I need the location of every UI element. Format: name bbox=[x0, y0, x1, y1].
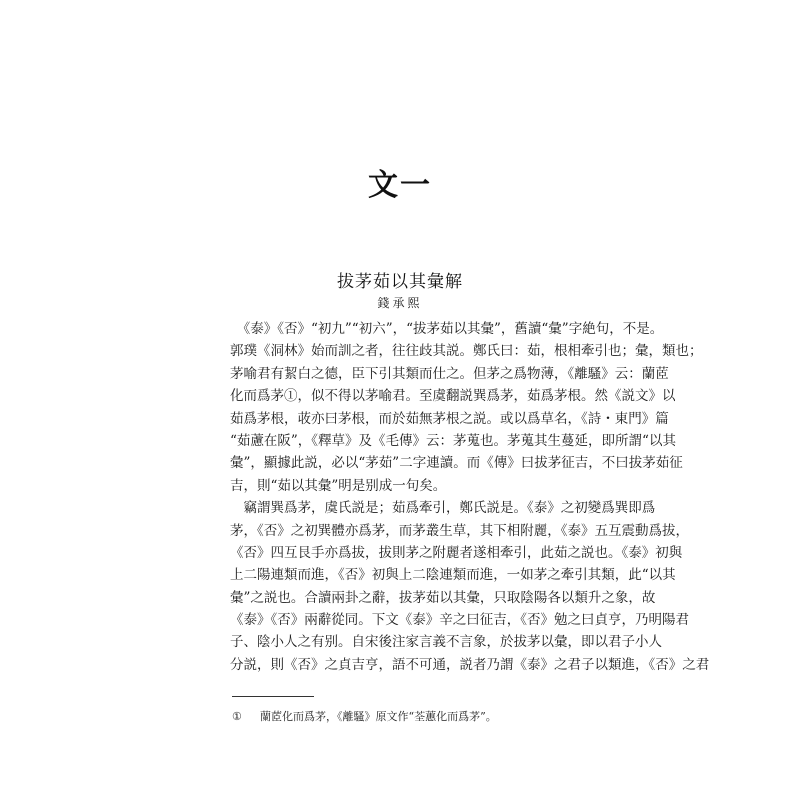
body-line: 上二陽連類而進，《否》初與上二陰連類而進，一如茅之牽引其類，此“以其 bbox=[230, 567, 676, 584]
body-line: 化而爲茅①，似不得以茅喻君。至虞翻説巽爲茅，茹爲茅根。然《説文》以 bbox=[230, 388, 676, 405]
essay-body bbox=[230, 318, 710, 676]
footnote bbox=[232, 708, 497, 724]
footnote-mark: ① bbox=[232, 710, 242, 723]
body-line: 《否》四互艮手亦爲拔，拔則茅之附麗者遂相牽引，此茹之説也。《泰》初與 bbox=[230, 544, 683, 561]
chapter-title: 文一 bbox=[368, 168, 432, 203]
body-line: 彙”，顯據此説，必以“茅茹”二字連讀。而《傳》曰拔茅征吉，不曰拔茅茹征 bbox=[230, 455, 683, 472]
body-line: 茅喻君有絜白之德，臣下引其類而仕之。但茅之爲物薄，《離騷》云：蘭茝 bbox=[230, 365, 669, 382]
body-line: “茹藘在阪”，《釋草》及《毛傳》云：茅蒐也。茅蒐其生蔓延，即所謂“以其 bbox=[230, 432, 676, 449]
body-line: 《泰》《否》兩辭從同。下文《泰》辛之曰征吉，《否》勉之曰貞亨，乃明陽君 bbox=[230, 612, 689, 629]
author-name: 錢承熙 bbox=[377, 296, 423, 310]
body-line: 吉，則“茹以其彙”明是别成一句矣。 bbox=[230, 477, 447, 494]
body-line: 茅，《否》之初巽體亦爲茅，而茅叢生草，其下相附麗，《泰》五互震動爲拔， bbox=[230, 522, 689, 539]
body-line: 《泰》《否》“初九”“初六”，“拔茅茹以其彙”，舊讀“彙”字絶句，不是。 bbox=[230, 321, 664, 337]
body-line: 彙”之説也。合讀兩卦之辭，拔茅茹以其彙，只取陰陽各以類升之象，故 bbox=[230, 589, 656, 606]
footnote-text: 蘭茝化而爲茅，《離騷》原文作“荃蕙化而爲茅”。 bbox=[260, 710, 497, 723]
essay-title: 拔茅茹以其彙解 bbox=[337, 272, 463, 292]
body-line: 竊謂巽爲茅，虞氏説是；茹爲牽引，鄭氏説是。《泰》之初變爲巽即爲 bbox=[230, 500, 656, 517]
body-line: 分説，則《否》之貞吉亨，語不可通，説者乃謂《泰》之君子以類進，《否》之君 bbox=[230, 656, 710, 673]
footnote-divider bbox=[232, 696, 314, 697]
body-line: 郭璞《洞林》始而訓之者，往往歧其説。鄭氏曰：茹，根相牽引也；彙，類也； bbox=[230, 343, 703, 360]
body-line: 子、陰小人之有别。自宋後注家言義不言象，於拔茅以彙，即以君子小人 bbox=[230, 634, 662, 651]
body-line: 茹爲茅根，荍亦曰茅根，而於茹無茅根之説。或以爲草名，《詩・東門》篇 bbox=[230, 410, 669, 427]
